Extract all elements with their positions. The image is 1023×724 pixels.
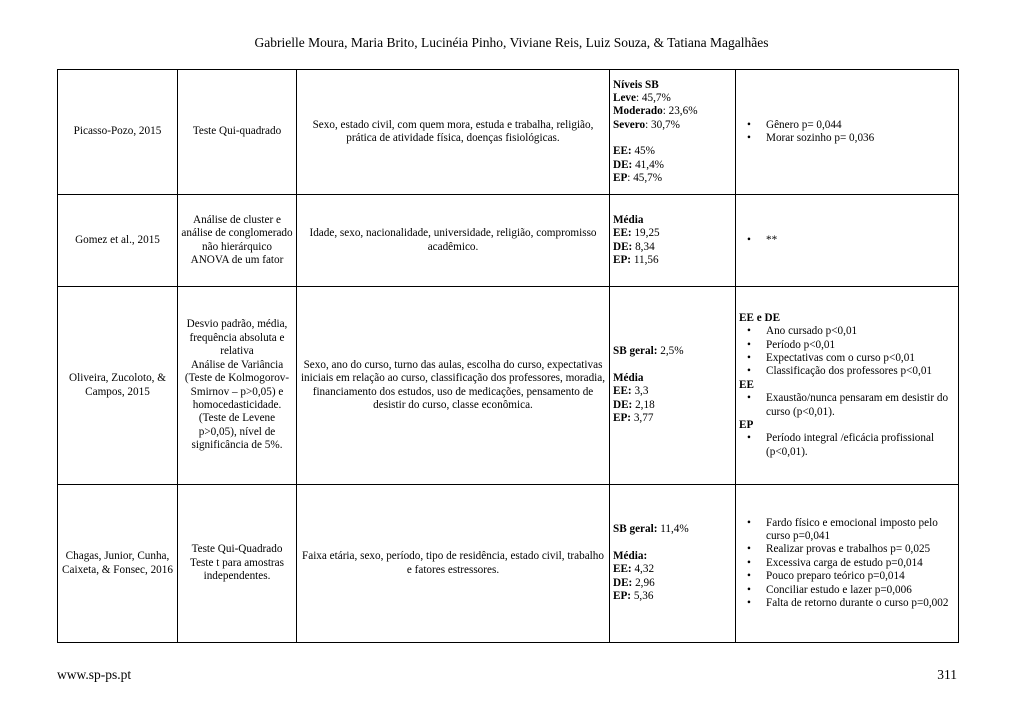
- study-cell: Chagas, Junior, Cunha, Caixeta, & Fonsec, 2016: [58, 485, 178, 643]
- result-label: EP:: [613, 590, 632, 603]
- analysis-line: Teste t para amostras independentes.: [190, 556, 284, 583]
- findings-list: [739, 234, 955, 247]
- result-value: 11,4%: [657, 523, 689, 536]
- analysis-line: Teste Qui-quadrado: [192, 125, 282, 138]
- list-item: • Realizar provas e trabalhos p= 0,025: [739, 543, 955, 556]
- result-label: Leve: [613, 91, 636, 104]
- result-line: [613, 92, 732, 105]
- result-label: EP:: [613, 253, 632, 266]
- result-line: [613, 172, 732, 185]
- result-line: [613, 399, 732, 412]
- list-item: • Conciliar estudo e lazer p=0,006: [739, 584, 955, 597]
- result-line: [613, 523, 732, 536]
- result-label: EP: [613, 172, 628, 185]
- result-value: 19,25: [631, 227, 660, 240]
- result-value: : 23,6%: [662, 105, 698, 118]
- result-line: [613, 372, 732, 385]
- list-item: • Expectativas com o curso p<0,01: [739, 352, 955, 365]
- results-cell: [610, 195, 736, 287]
- result-label: Média: [613, 213, 644, 226]
- result-label: Severo: [613, 118, 646, 131]
- result-label: EE:: [613, 227, 632, 240]
- analysis-line: Teste Qui-Quadrado: [191, 543, 283, 556]
- result-label: EE:: [613, 563, 632, 576]
- study-cell: Picasso-Pozo, 2015: [58, 70, 178, 195]
- findings-list: [739, 432, 955, 459]
- list-item: • Falta de retorno durante o curso p=0,002: [739, 597, 955, 610]
- result-value: 2,5%: [657, 345, 684, 358]
- analysis-cell: [178, 485, 297, 643]
- result-value: : 30,7%: [645, 118, 680, 131]
- study-cell: Gomez et al., 2015: [58, 195, 178, 287]
- result-line: [613, 412, 732, 425]
- list-item: • Gênero p= 0,044: [739, 119, 955, 132]
- result-label: EP:: [613, 412, 632, 425]
- result-label: DE:: [613, 398, 633, 411]
- result-value: 45%: [631, 145, 655, 158]
- result-label: Média: [613, 371, 644, 384]
- list-item: • Morar sozinho p= 0,036: [739, 132, 955, 145]
- spacer: [613, 537, 732, 550]
- table-row: [58, 70, 959, 195]
- result-line: [613, 577, 732, 590]
- result-label: EE:: [613, 385, 632, 398]
- result-line: [613, 563, 732, 576]
- analysis-line: Análise de cluster e análise de conglomerado não hierárquico: [181, 213, 293, 253]
- result-line: [613, 241, 732, 254]
- study-cell: Oliveira, Zucoloto, & Campos, 2015: [58, 287, 178, 485]
- findings-list: [739, 325, 955, 379]
- result-value: 41,4%: [632, 158, 664, 171]
- variables-cell: Sexo, ano do curso, turno das aulas, escolha do curso, expectativas iniciais em relação ao curso, classificação dos professores, moradia, financiamento dos estudos, uso de medicações, pensamento de desistir do curso, classe econômica.: [297, 287, 610, 485]
- result-label: DE:: [613, 158, 633, 171]
- spacer: [613, 359, 732, 372]
- variables-cell: Faixa etária, sexo, período, tipo de residência, estado civil, trabalho e fatores estressores.: [297, 485, 610, 643]
- results-cell: [610, 70, 736, 195]
- list-item: • Ano cursado p<0,01: [739, 325, 955, 338]
- table-row: [58, 195, 959, 287]
- list-item: • Fardo físico e emocional imposto pelo curso p=0,041: [739, 517, 955, 544]
- findings-list: [739, 517, 955, 611]
- analysis-line: Análise de Variância (Teste de Kolmogorov-Smirnov – p>0,05) e homocedasticidade. (Teste de Levene p>0,05), nível de significância de 5%.: [184, 358, 290, 452]
- table-row: [58, 287, 959, 485]
- list-item: • Classificação dos professores p<0,01: [739, 365, 955, 378]
- result-label: SB geral:: [613, 345, 658, 358]
- running-header: Gabrielle Moura, Maria Brito, Lucinéia Pinho, Viviane Reis, Luiz Souza, & Tatiana Magalhães: [254, 35, 769, 50]
- result-value: : 45,7%: [636, 91, 671, 104]
- table-row: [58, 485, 959, 643]
- result-value: 11,56: [631, 253, 659, 266]
- result-value: 2,96: [632, 576, 655, 589]
- list-item: • Exaustão/nunca pensaram em desistir do curso (p<0,01).: [739, 392, 955, 419]
- findings-cell: [736, 70, 959, 195]
- footer-website: www.sp-ps.pt: [57, 667, 132, 682]
- result-label: DE:: [613, 576, 633, 589]
- analysis-cell: [178, 70, 297, 195]
- result-value: 3,3: [631, 385, 649, 398]
- spacer: [613, 132, 732, 145]
- findings-heading: EE e DE: [739, 311, 781, 324]
- page-number: 311: [937, 667, 957, 682]
- findings-cell: [736, 485, 959, 643]
- result-value: 8,34: [632, 240, 655, 253]
- results-cell: [610, 485, 736, 643]
- list-item: • Pouco preparo teórico p=0,014: [739, 570, 955, 583]
- result-label: Moderado: [613, 105, 663, 118]
- findings-cell: [736, 287, 959, 485]
- result-label: SB geral:: [613, 523, 658, 536]
- result-label: DE:: [613, 240, 633, 253]
- result-line: [613, 227, 732, 240]
- result-line: [613, 590, 732, 603]
- result-line: [613, 385, 732, 398]
- studies-table: [57, 69, 959, 643]
- list-item: • **: [739, 234, 955, 247]
- analysis-cell: [178, 287, 297, 485]
- result-line: [613, 159, 732, 172]
- result-label: Média:: [613, 549, 648, 562]
- list-item: • Excessiva carga de estudo p=0,014: [739, 557, 955, 570]
- findings-list: [739, 119, 955, 146]
- result-value: 3,77: [631, 412, 654, 425]
- result-line: [613, 105, 732, 118]
- analysis-line: Desvio padrão, média, frequência absoluta e relativa: [186, 318, 288, 358]
- list-item: • Período p<0,01: [739, 339, 955, 352]
- result-value: 5,36: [631, 590, 654, 603]
- result-line: [613, 119, 732, 132]
- list-item: • Período integral /eficácia profissional (p<0,01).: [739, 432, 955, 459]
- result-line: [613, 345, 732, 358]
- result-line: [613, 214, 732, 227]
- findings-heading: EP: [739, 419, 754, 432]
- results-cell: [610, 287, 736, 485]
- result-label: EE:: [613, 145, 632, 158]
- analysis-cell: [178, 195, 297, 287]
- findings-list: [739, 392, 955, 419]
- result-value: 2,18: [632, 398, 655, 411]
- findings-cell: [736, 195, 959, 287]
- variables-cell: Idade, sexo, nacionalidade, universidade, religião, compromisso acadêmico.: [297, 195, 610, 287]
- result-line: [613, 254, 732, 267]
- result-line: [613, 550, 732, 563]
- result-value: 4,32: [631, 563, 655, 576]
- result-line: [613, 145, 732, 158]
- findings-heading: EE: [739, 378, 754, 391]
- result-line: [613, 79, 732, 92]
- result-label: Níveis SB: [613, 78, 659, 91]
- result-value: : 45,7%: [627, 172, 663, 185]
- variables-cell: Sexo, estado civil, com quem mora, estuda e trabalha, religião, prática de atividade física, doenças fisiológicas.: [297, 70, 610, 195]
- analysis-line: ANOVA de um fator: [190, 253, 284, 266]
